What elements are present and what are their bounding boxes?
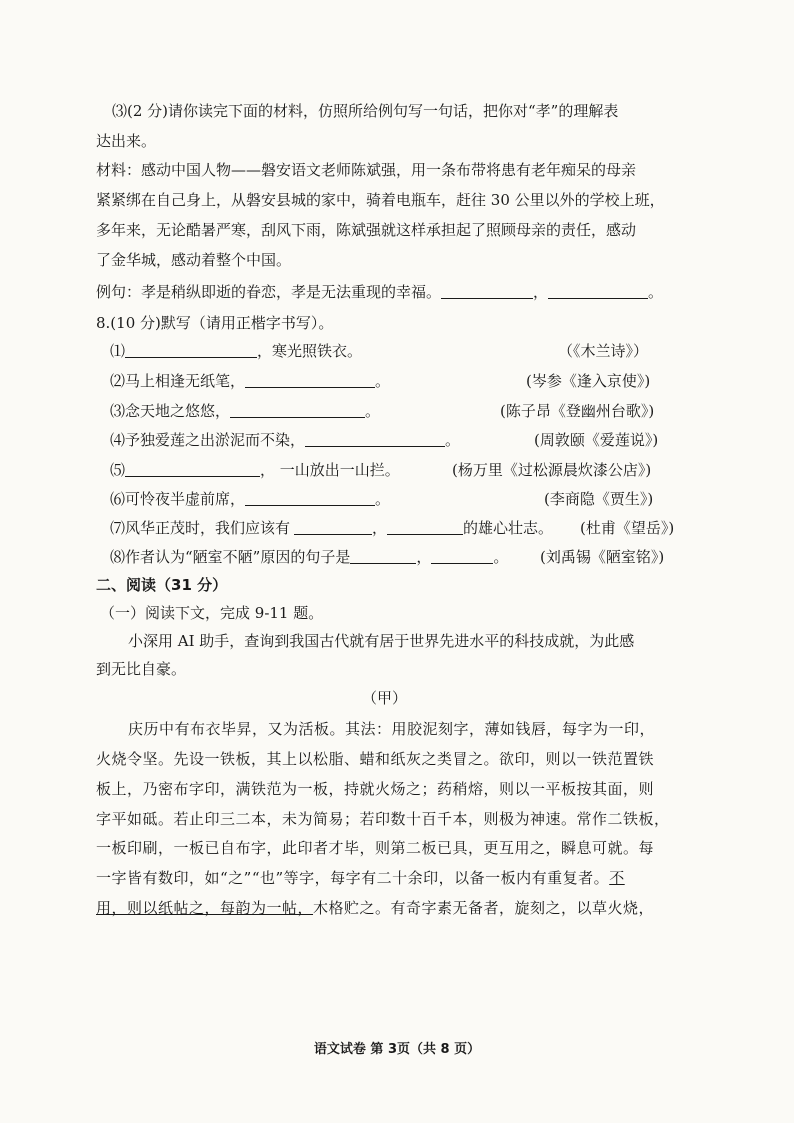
passage-line xyxy=(96,898,654,918)
passage-text: 一字皆有数印，如“之”“也”等字，每字有二十余印，以备一板内有重复者。 xyxy=(96,869,610,887)
item-prefix: ⑵马上相逢无纸笔， xyxy=(110,372,246,390)
q8-item-2-source: (岑参《逢入京使》) xyxy=(526,372,651,390)
item-prefix: ⑺风华正茂时，我们应该有 xyxy=(110,519,291,537)
answer-blank[interactable] xyxy=(245,491,375,506)
passage-text: 木格贮之。有奇字素无备者，旋刻之，以草火烧， xyxy=(313,899,655,917)
answer-blank[interactable] xyxy=(548,284,648,299)
item-suffix: ， 一山放出一山拦。 xyxy=(260,461,400,479)
q8-item-4 xyxy=(110,430,460,450)
passage-line: 庆历中有布衣毕昇，又为活板。其法：用胶泥刻字，薄如钱唇，每字为一印， xyxy=(128,720,656,738)
comma: ， xyxy=(533,283,549,301)
answer-blank[interactable] xyxy=(245,373,375,388)
q8-item-8 xyxy=(110,547,508,567)
passage-line: 一板印刷，一板已自布字，此印者才毕，则第二板已具，更互用之，瞬息可就。每 xyxy=(96,839,655,857)
period: 。 xyxy=(648,283,664,301)
q8-item-5-source: (杨万里《过松源晨炊漆公店》) xyxy=(452,461,652,479)
q8-item-8-source: (刘禹锡《陋室铭》) xyxy=(540,548,665,566)
q8-item-4-source: (周敦颐《爱莲说》) xyxy=(534,431,659,449)
item-comma: ， xyxy=(372,519,388,537)
item-prefix: ⑻作者认为“陋室不陋”原因的句子是 xyxy=(110,548,351,566)
q8-item-1 xyxy=(110,341,362,361)
q8-item-2 xyxy=(110,371,390,391)
section-2-subtitle: （一）阅读下文，完成 9-11 题。 xyxy=(100,604,324,622)
answer-blank[interactable] xyxy=(441,284,533,299)
item-suffix: 。 xyxy=(493,548,509,566)
item-prefix: ⑷予独爱莲之出淤泥而不染， xyxy=(110,431,306,449)
passage-label: （甲） xyxy=(362,689,408,707)
q8-item-6 xyxy=(110,489,390,509)
q8-item-3-source: (陈子昂《登幽州台歌》) xyxy=(500,402,655,420)
q8-item-5 xyxy=(110,460,400,480)
answer-blank[interactable] xyxy=(294,520,372,535)
item-suffix: ，寒光照铁衣。 xyxy=(257,342,363,360)
material-line1: 材料：感动中国人物——磐安语文老师陈斌强，用一条布带将患有老年痴呆的母亲 xyxy=(96,161,637,179)
item-suffix: 的雄心壮志。 xyxy=(463,519,554,537)
passage-line: 字平如砥。若止印三二本，未为简易；若印数十百千本，则极为神速。常作二铁板， xyxy=(96,810,670,828)
answer-blank[interactable] xyxy=(305,432,445,447)
item-suffix: 。 xyxy=(375,372,391,390)
q3-line1: ⑶(2 分)请你读完下面的材料，仿照所给例句写一句话，把你对“孝”的理解表 xyxy=(112,102,619,120)
page-footer: 语文试卷 第 3页（共 8 页） xyxy=(313,1042,481,1057)
section-2-title: 二、阅读（31 分） xyxy=(96,576,228,594)
material-line2: 紧紧绑在自己身上，从磐安县城的家中，骑着电瓶车，赶往 30 公里以外的学校上班， xyxy=(96,191,665,209)
item-suffix: 。 xyxy=(365,402,381,420)
q8-item-1-source: （《木兰诗》） xyxy=(558,342,649,360)
underlined-text: 不 xyxy=(609,869,625,887)
answer-blank[interactable] xyxy=(125,343,257,358)
answer-blank[interactable] xyxy=(387,520,463,535)
item-prefix: ⑶念天地之悠悠， xyxy=(110,402,231,420)
passage-line: 板上，乃密布字印，满铁范为一板，持就火炀之；药稍熔，则以一平板按其面，则 xyxy=(96,780,655,798)
intro-line2: 到无比自豪。 xyxy=(96,660,187,678)
item-suffix: 。 xyxy=(375,490,391,508)
material-line3: 多年来，无论酷暑严寒，刮风下雨，陈斌强就这样承担起了照顾母亲的责任，感动 xyxy=(96,221,637,239)
passage-line: 火烧令坚。先设一铁板，其上以松脂、蜡和纸灰之类冒之。欲印，则以一铁范置铁 xyxy=(96,750,655,768)
intro-line1: 小深用 AI 助手，查询到我国古代就有居于世界先进水平的科技成就，为此感 xyxy=(128,632,635,650)
q8-item-7-source: (杜甫《望岳》) xyxy=(580,519,675,537)
item-prefix: ⑴ xyxy=(110,342,126,360)
q3-line2: 达出来。 xyxy=(96,132,157,150)
item-comma: ， xyxy=(416,548,432,566)
q8-item-7 xyxy=(110,518,553,538)
item-prefix: ⑹可怜夜半虚前席， xyxy=(110,490,246,508)
answer-blank[interactable] xyxy=(350,549,416,564)
answer-blank[interactable] xyxy=(230,403,365,418)
answer-blank[interactable] xyxy=(431,549,493,564)
q8-title: 8.(10 分)默写（请用正楷字书写）。 xyxy=(96,314,334,332)
answer-blank[interactable] xyxy=(125,462,260,477)
item-prefix: ⑸ xyxy=(110,461,126,479)
item-suffix: 。 xyxy=(445,431,461,449)
example-sentence xyxy=(96,282,663,302)
material-line4: 了金华城，感动着整个中国。 xyxy=(96,251,292,269)
q8-item-3 xyxy=(110,401,380,421)
example-text: 例句：孝是稍纵即逝的眷恋，孝是无法重现的幸福。 xyxy=(96,283,442,301)
underlined-text: 用，则以纸帖之，每韵为一帖， xyxy=(96,899,314,917)
q8-item-6-source: (李商隐《贾生》) xyxy=(544,490,654,508)
passage-line xyxy=(96,868,625,888)
